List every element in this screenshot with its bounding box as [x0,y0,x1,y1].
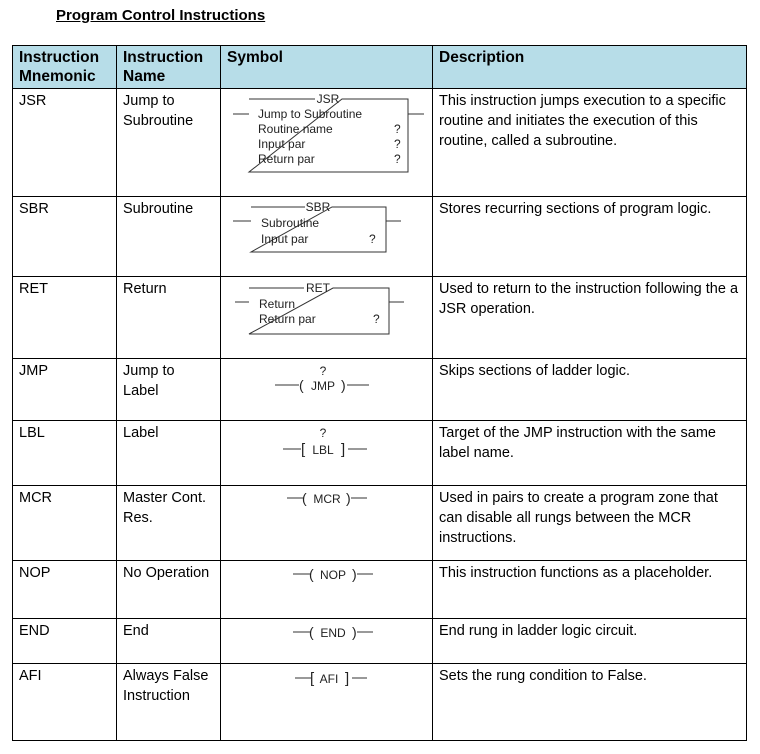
symbol-tag: JMP [311,379,335,393]
symbol-placeholder: ? [394,152,401,166]
ret-symbol [221,277,432,357]
row-mnemonic: SBR [13,197,117,277]
row-name: Return [117,277,221,359]
table-row [13,619,747,664]
row-symbol [221,619,433,664]
row-description: Used in pairs to create a program zone that can disable all rungs between the MCR instructions. [433,486,747,561]
row-description: This instruction jumps execution to a specific routine and initiates the execution of this routine, called a subroutine. [433,89,747,197]
symbol-line: Subroutine [261,216,320,230]
symbol-line: Return [259,297,296,311]
header-mnemonic: Instruction Mnemonic [13,46,117,89]
close-paren-icon: ) [352,566,357,582]
row-description: Skips sections of ladder logic. [433,359,747,421]
row-name: Label [117,421,221,486]
header-name: Instruction Name [117,46,221,89]
symbol-tag: LBL [312,443,334,457]
table-row [13,486,747,561]
table-row [13,89,747,197]
row-symbol [221,421,433,486]
row-symbol [221,89,433,197]
table-header-row [13,46,747,89]
row-name: Always False Instruction [117,664,221,741]
header-symbol: Symbol [221,46,433,89]
row-mnemonic: LBL [13,421,117,486]
row-symbol [221,664,433,741]
symbol-line: Return par [258,152,315,166]
symbol-line: Routine name [258,122,333,136]
open-paren-icon: ( [309,566,314,582]
close-paren-icon: ) [346,490,351,506]
row-description: End rung in ladder logic circuit. [433,619,747,664]
row-mnemonic: AFI [13,664,117,741]
open-bracket-icon: [ [301,441,306,458]
symbol-placeholder: ? [319,364,327,378]
symbol-placeholder: ? [319,426,327,440]
jmp-symbol [221,359,432,419]
table-row [13,421,747,486]
row-symbol [221,486,433,561]
row-description: Stores recurring sections of program logic. [433,197,747,277]
row-name: Jump to Label [117,359,221,421]
row-name: Jump to Subroutine [117,89,221,197]
jsr-symbol [221,89,432,195]
close-bracket-icon: ] [341,441,346,458]
end-symbol [221,619,432,662]
symbol-line: Input par [258,137,306,151]
symbol-placeholder: ? [394,122,401,136]
open-paren-icon: ( [309,624,314,640]
table-row [13,359,747,421]
symbol-tag: MCR [313,492,341,506]
row-symbol [221,277,433,359]
row-mnemonic: JSR [13,89,117,197]
page-title: Program Control Instructions [56,7,266,24]
symbol-placeholder: ? [373,312,380,326]
row-symbol [221,197,433,277]
close-bracket-icon: ] [345,670,350,687]
symbol-line: Jump to Subroutine [258,107,363,121]
table-row [13,277,747,359]
row-description: Sets the rung condition to False. [433,664,747,741]
row-symbol [221,561,433,619]
row-mnemonic: END [13,619,117,664]
sbr-symbol [221,197,432,275]
row-description: Used to return to the instruction following the a JSR operation. [433,277,747,359]
row-mnemonic: MCR [13,486,117,561]
instruction-table [12,45,747,741]
symbol-line: Input par [261,232,309,246]
row-name: End [117,619,221,664]
table-row [13,664,747,741]
row-description: This instruction functions as a placeholder. [433,561,747,619]
row-mnemonic: NOP [13,561,117,619]
close-paren-icon: ) [341,377,346,393]
lbl-symbol [221,421,432,484]
symbol-placeholder: ? [369,232,376,246]
row-mnemonic: RET [13,277,117,359]
row-name: No Operation [117,561,221,619]
symbol-tag: JSR [316,92,340,106]
open-paren-icon: ( [302,490,307,506]
row-name: Subroutine [117,197,221,277]
open-paren-icon: ( [299,377,304,393]
symbol-tag: RET [306,281,330,295]
row-mnemonic: JMP [13,359,117,421]
table-row [13,561,747,619]
symbol-placeholder: ? [394,137,401,151]
header-description: Description [433,46,747,89]
symbol-tag: SBR [305,200,331,214]
symbol-tag: AFI [319,672,339,686]
close-paren-icon: ) [352,624,357,640]
symbol-tag: NOP [319,568,347,582]
nop-symbol [221,561,432,617]
row-name: Master Cont. Res. [117,486,221,561]
row-symbol [221,359,433,421]
symbol-tag: END [320,626,346,640]
row-description: Target of the JMP instruction with the same label name. [433,421,747,486]
open-bracket-icon: [ [310,670,315,687]
mcr-symbol [221,486,432,559]
symbol-line: Return par [259,312,316,326]
table-row [13,197,747,277]
afi-symbol [221,664,432,739]
